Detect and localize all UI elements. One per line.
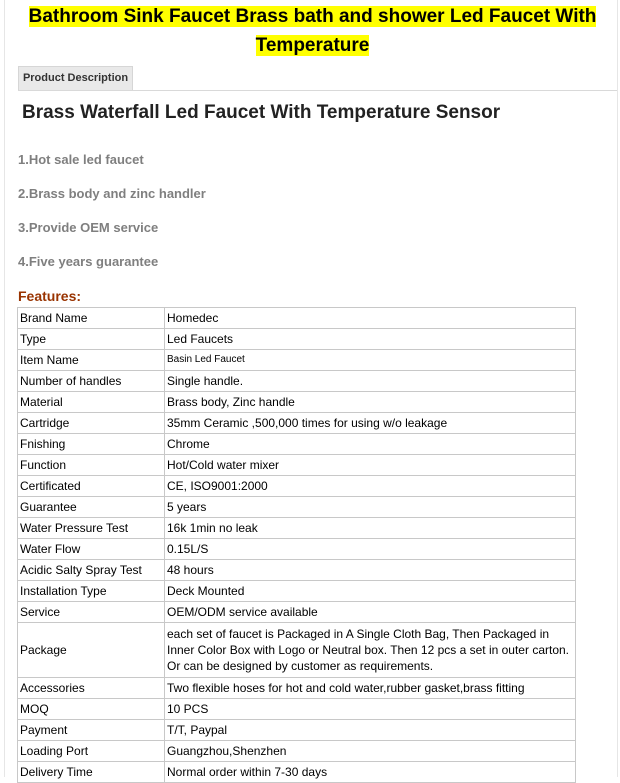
spec-key: Guarantee [18, 497, 165, 518]
table-row [18, 678, 576, 699]
table-row [18, 392, 576, 413]
right-border [617, 0, 618, 777]
table-row [18, 455, 576, 476]
spec-value: Led Faucets [165, 329, 576, 350]
spec-key: Installation Type [18, 581, 165, 602]
table-row [18, 560, 576, 581]
spec-value: Two flexible hoses for hot and cold water,rubber gasket,brass fitting [165, 678, 576, 699]
spec-key: Acidic Salty Spray Test [18, 560, 165, 581]
table-row [18, 539, 576, 560]
spec-value: Chrome [165, 434, 576, 455]
feature-point: 3.Provide OEM service [18, 220, 159, 235]
product-heading: Brass Waterfall Led Faucet With Temperature Sensor [22, 102, 501, 123]
spec-key: Certificated [18, 476, 165, 497]
left-border [4, 0, 5, 777]
spec-value: Normal order within 7-30 days [165, 762, 576, 783]
table-row [18, 741, 576, 762]
spec-value: Deck Mounted [165, 581, 576, 602]
spec-key: Brand Name [18, 308, 165, 329]
spec-value: CE, ISO9001:2000 [165, 476, 576, 497]
spec-key: MOQ [18, 699, 165, 720]
spec-value: 10 PCS [165, 699, 576, 720]
table-row [18, 699, 576, 720]
feature-point: 4.Five years guarantee [18, 254, 159, 269]
spec-value: Basin Led Faucet [165, 350, 576, 371]
feature-point: 2.Brass body and zinc handler [18, 186, 206, 201]
table-row [18, 329, 576, 350]
spec-key: Cartridge [18, 413, 165, 434]
spec-key: Number of handles [18, 371, 165, 392]
table-row [18, 602, 576, 623]
spec-value: each set of faucet is Packaged in A Single Cloth Bag, Then Packaged in Inner Color Box with Logo or Neutral box. Then 12 pcs a set in outer carton. Or can be designed by customer as requirements. [165, 623, 576, 678]
table-row [18, 308, 576, 329]
table-row [18, 518, 576, 539]
feature-points [18, 150, 206, 286]
tab-product-description[interactable]: Product Description [18, 66, 133, 90]
table-row [18, 720, 576, 741]
spec-key: Function [18, 455, 165, 476]
page-title [10, 2, 615, 60]
table-row [18, 581, 576, 602]
spec-key: Fnishing [18, 434, 165, 455]
spec-value: Brass body, Zinc handle [165, 392, 576, 413]
spec-key: Type [18, 329, 165, 350]
spec-key: Water Pressure Test [18, 518, 165, 539]
table-row [18, 497, 576, 518]
spec-value: OEM/ODM service available [165, 602, 576, 623]
page-title-text: Bathroom Sink Faucet Brass bath and shower Led Faucet With Temperature [28, 6, 597, 56]
spec-value: 35mm Ceramic ,500,000 times for using w/o leakage [165, 413, 576, 434]
features-label: Features: [18, 288, 82, 304]
spec-key: Package [18, 623, 165, 678]
spec-value: Homedec [165, 308, 576, 329]
table-row [18, 371, 576, 392]
table-row [18, 623, 576, 678]
spec-table [17, 307, 576, 783]
feature-point: 1.Hot sale led faucet [18, 152, 144, 167]
spec-value: Single handle. [165, 371, 576, 392]
table-row [18, 762, 576, 783]
tab-divider [18, 90, 617, 91]
spec-key: Water Flow [18, 539, 165, 560]
spec-value: Hot/Cold water mixer [165, 455, 576, 476]
spec-value: 0.15L/S [165, 539, 576, 560]
spec-value: 5 years [165, 497, 576, 518]
spec-key: Material [18, 392, 165, 413]
table-row [18, 413, 576, 434]
spec-key: Delivery Time [18, 762, 165, 783]
spec-value: 48 hours [165, 560, 576, 581]
table-row [18, 476, 576, 497]
spec-key: Accessories [18, 678, 165, 699]
table-row [18, 350, 576, 371]
spec-key: Item Name [18, 350, 165, 371]
spec-value: 16k 1min no leak [165, 518, 576, 539]
spec-value: T/T, Paypal [165, 720, 576, 741]
spec-key: Loading Port [18, 741, 165, 762]
spec-value: Guangzhou,Shenzhen [165, 741, 576, 762]
spec-key: Payment [18, 720, 165, 741]
spec-key: Service [18, 602, 165, 623]
table-row [18, 434, 576, 455]
